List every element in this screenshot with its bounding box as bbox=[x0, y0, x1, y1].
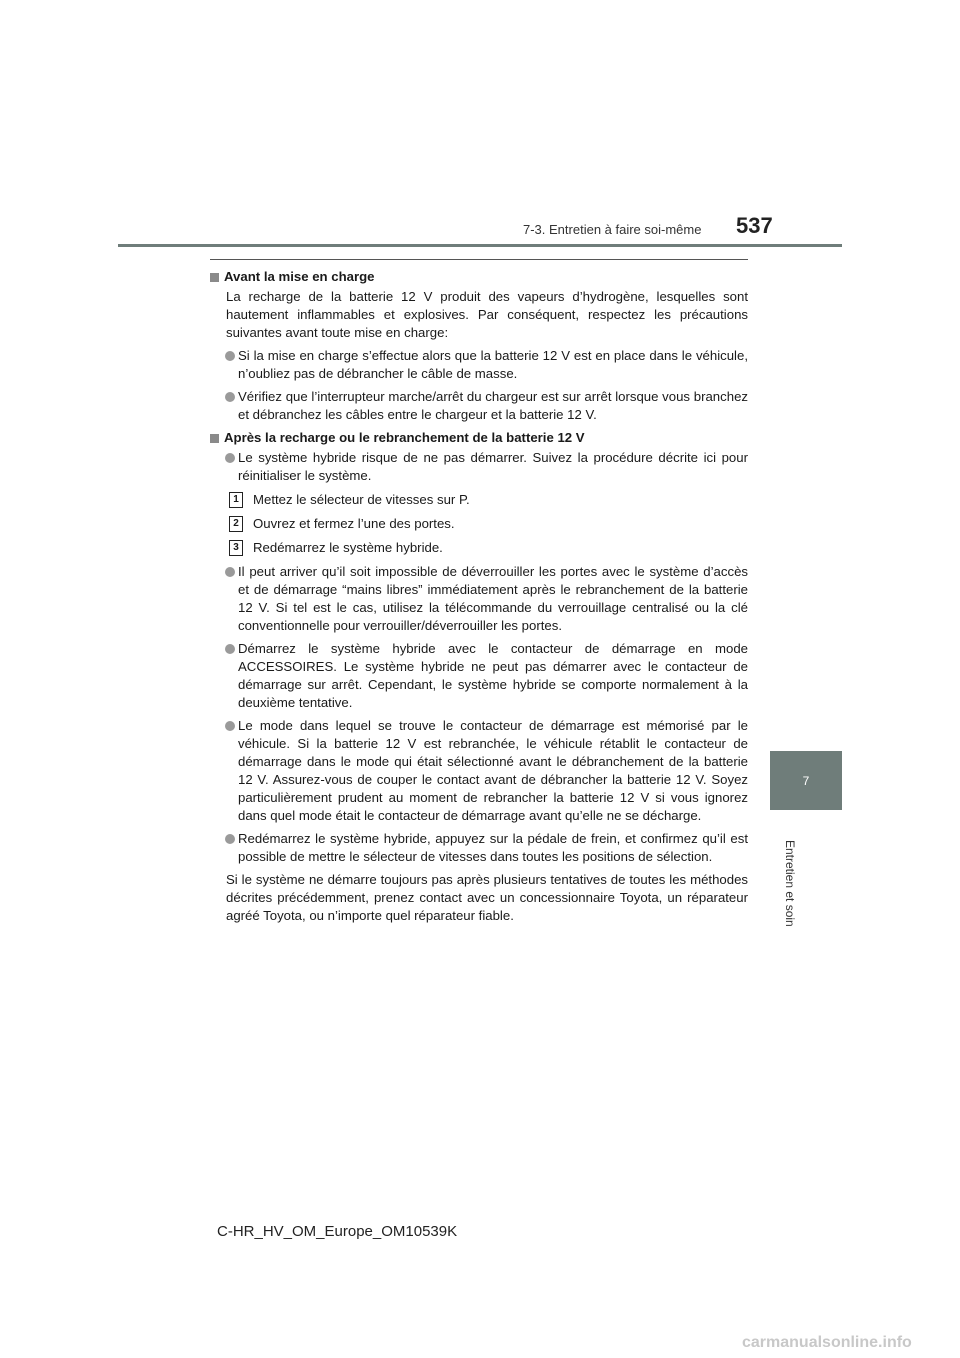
list-item bbox=[210, 347, 748, 383]
content-top-rule bbox=[210, 259, 748, 260]
chapter-tab-number: 7 bbox=[802, 773, 810, 788]
list-item-text: Démarrez le système hybride avec le contacteur de démarrage en mode ACCESSOIRES. Le système hybride ne peut pas démarrer avec le contacteur de démarrage sur arrêt. Cependant, le système hybride se comporte normalement à la deuxième tentative. bbox=[238, 641, 748, 710]
list-item-text: Le système hybride risque de ne pas démarrer. Suivez la procédure décrite ici pour réinitialiser le système. bbox=[238, 450, 748, 483]
list-item-text: Si la mise en charge s’effectue alors que la batterie 12 V est en place dans le véhicule, n’oubliez pas de débrancher le câble de masse. bbox=[238, 348, 748, 381]
watermark-text: carmanualsonline.info bbox=[742, 1334, 912, 1351]
bullet-dot-icon bbox=[225, 567, 235, 577]
section-heading-text: Avant la mise en charge bbox=[224, 269, 375, 284]
section-heading-after bbox=[210, 429, 748, 447]
step-item bbox=[210, 539, 748, 557]
list-item bbox=[210, 830, 748, 866]
step-text: Ouvrez et fermez l’une des portes. bbox=[253, 516, 455, 531]
list-item-text: Vérifiez que l’interrupteur marche/arrêt du chargeur est sur arrêt lorsque vous branchez et débranchez les câbles entre le chargeur et la batterie 12 V. bbox=[238, 389, 748, 422]
square-bullet-icon bbox=[210, 434, 219, 443]
step-item bbox=[210, 515, 748, 533]
chapter-tab bbox=[770, 751, 842, 810]
header-section-title: 7-3. Entretien à faire soi-même bbox=[523, 222, 702, 237]
chapter-side-label: Entretien et soin bbox=[783, 840, 797, 927]
bullet-dot-icon bbox=[225, 834, 235, 844]
header-rule bbox=[118, 244, 842, 247]
paragraph-intro: La recharge de la batterie 12 V produit des vapeurs d’hydrogène, lesquelles sont hautement inflammables et explosives. Par conséquent, respectez les précautions suivantes avant toute mise en charge: bbox=[226, 289, 748, 340]
list-item-text: Redémarrez le système hybride, appuyez sur la pédale de frein, et confirmez qu’il est possible de mettre le sélecteur de vitesses dans toutes les positions de sélection. bbox=[238, 831, 748, 864]
bullet-dot-icon bbox=[225, 644, 235, 654]
step-item bbox=[210, 491, 748, 509]
list-item-text: Le mode dans lequel se trouve le contacteur de démarrage est mémorisé par le véhicule. Si la batterie 12 V est rebranchée, le véhicule rétablit le contacteur de démarrage dans le mode qui était sélectionné avant le débranchement de la batterie 12 V. Assurez-vous de couper le contact avant de débrancher la batterie 12 V. Soyez particulièrement prudent au moment de rebrancher la batterie 12 V si vous ignorez dans quel mode était le contacteur de démarrage avant qu’elle ne se décharge. bbox=[238, 718, 748, 823]
step-text: Mettez le sélecteur de vitesses sur P. bbox=[253, 492, 470, 507]
square-bullet-icon bbox=[210, 273, 219, 282]
bullet-dot-icon bbox=[225, 351, 235, 361]
list-item bbox=[210, 449, 748, 485]
step-number-box: 1 bbox=[229, 492, 243, 508]
list-item bbox=[210, 563, 748, 635]
footer-document-id: C-HR_HV_OM_Europe_OM10539K bbox=[217, 1223, 458, 1240]
bullet-dot-icon bbox=[225, 453, 235, 463]
section-heading-text: Après la recharge ou le rebranchement de la batterie 12 V bbox=[224, 430, 585, 445]
list-item bbox=[210, 388, 748, 424]
list-item bbox=[210, 640, 748, 712]
step-number-box: 3 bbox=[229, 540, 243, 556]
paragraph-closing: Si le système ne démarre toujours pas après plusieurs tentatives de toutes les méthodes décrites précédemment, prenez contact avec un concessionnaire Toyota, un réparateur agréé Toyota, ou n’importe quel réparateur fiable. bbox=[226, 872, 748, 923]
step-text: Redémarrez le système hybride. bbox=[253, 540, 443, 555]
list-item bbox=[210, 717, 748, 825]
page-content bbox=[210, 268, 748, 930]
list-item-text: Il peut arriver qu’il soit impossible de déverrouiller les portes avec le système d’accès et de démarrage “mains libres” immédiatement après le rebranchement de la batterie 12 V. Si tel est le cas, utilisez la télécommande du verrouillage centralisé ou la clé conventionnelle pour verrouiller/déverrouiller les portes. bbox=[238, 564, 748, 633]
section-heading-before bbox=[210, 268, 748, 286]
bullet-dot-icon bbox=[225, 392, 235, 402]
step-number-box: 2 bbox=[229, 516, 243, 532]
bullet-dot-icon bbox=[225, 721, 235, 731]
page-number: 537 bbox=[736, 213, 773, 238]
